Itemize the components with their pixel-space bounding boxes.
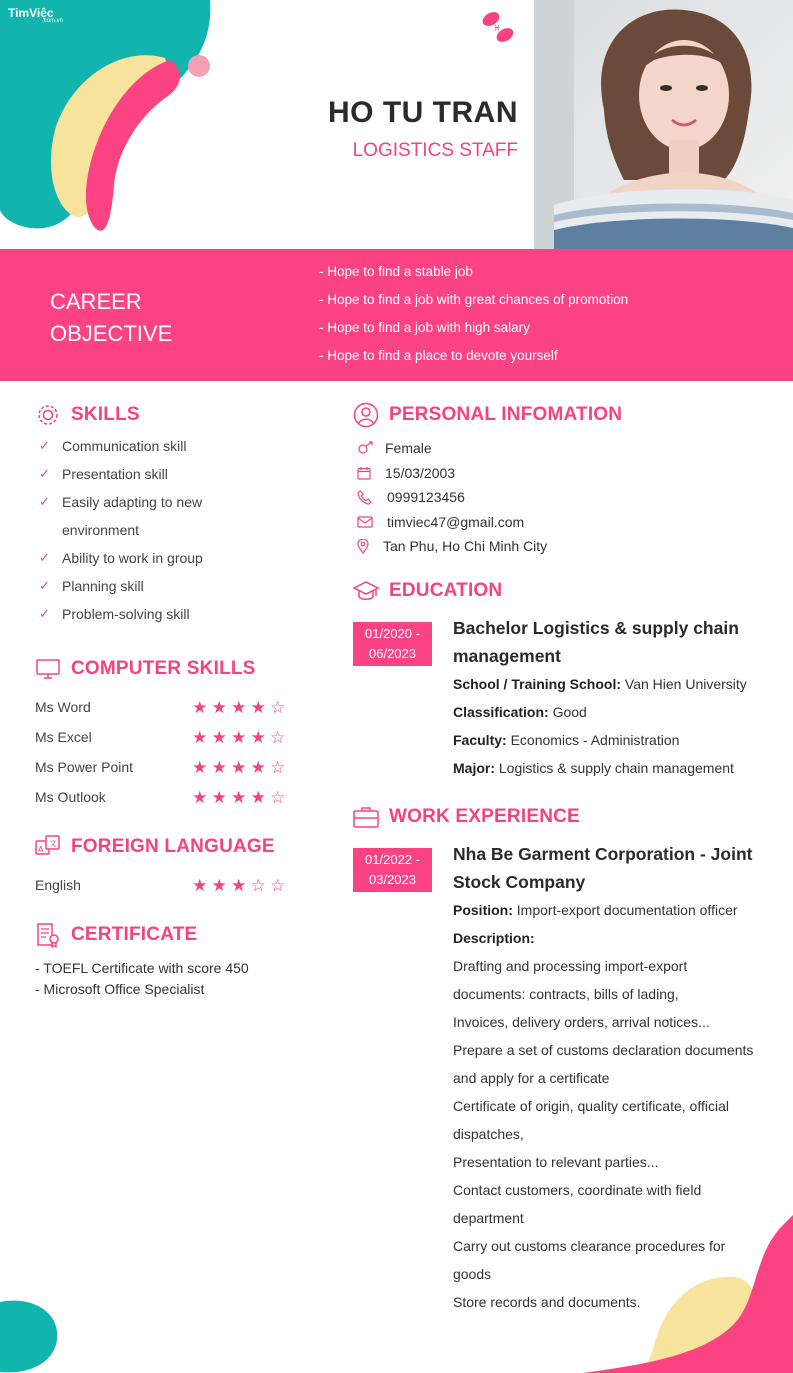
- star-empty-icon: ☆: [270, 757, 286, 777]
- certificate-item: - Microsoft Office Specialist: [35, 981, 205, 997]
- skill-item: ✓ Communication skill: [38, 432, 203, 460]
- rating-row: Ms Word ★ ★ ★ ★ ☆: [35, 692, 288, 722]
- star-filled-icon: ★: [231, 697, 247, 717]
- objective-item: - Hope to find a job with high salary: [319, 320, 530, 335]
- star-empty-icon: ☆: [270, 727, 286, 747]
- education-heading: EDUCATION: [353, 578, 502, 604]
- career-objective-title: CAREER OBJECTIVE: [50, 289, 173, 346]
- foreign-language-table: [35, 870, 288, 900]
- svg-text:A: A: [38, 845, 44, 854]
- star-filled-icon: ★: [192, 697, 208, 717]
- star-filled-icon: ★: [250, 727, 266, 747]
- skill-item: ✓ Planning skill: [38, 572, 203, 600]
- check-icon: ✓: [39, 578, 50, 593]
- skill-item: ✓ Ability to work in group: [38, 544, 203, 572]
- skills-list: [38, 432, 203, 628]
- description-line: Contact customers, coordinate with field: [453, 1182, 702, 1198]
- skill-item: ✓ Problem-solving skill: [38, 600, 203, 628]
- star-empty-icon: ☆: [270, 787, 286, 807]
- rating-row: Ms Excel ★ ★ ★ ★ ☆: [35, 722, 288, 752]
- description-line: Prepare a set of customs declaration documents: [453, 1042, 754, 1058]
- star-filled-icon: ★: [250, 757, 266, 777]
- star-filled-icon: ★: [211, 697, 227, 717]
- description-line: dispatches,: [453, 1126, 524, 1142]
- description-line: and apply for a certificate: [453, 1070, 610, 1086]
- work-experience-heading: WORK EXPERIENCE: [353, 804, 580, 830]
- check-icon: ✓: [39, 550, 50, 565]
- star-filled-icon: ★: [211, 757, 227, 777]
- computer-skills-heading: COMPUTER SKILLS: [35, 656, 256, 682]
- skill-item: ✓ Easily adapting to new: [38, 488, 203, 516]
- profile-photo: [534, 0, 793, 249]
- description-line: documents: contracts, bills of lading,: [453, 986, 679, 1002]
- personal-dob: 15/03/2003: [355, 461, 547, 486]
- work-date-badge: 01/2022 - 03/2023: [353, 848, 432, 892]
- star-filled-icon: ★: [192, 875, 208, 895]
- education-faculty: Faculty: Economics - Administration: [453, 732, 680, 748]
- description-line: department: [453, 1210, 524, 1226]
- certificate-item: - TOEFL Certificate with score 450: [35, 960, 249, 976]
- decorative-blob-bottom-left: [0, 1300, 60, 1373]
- star-rating: [190, 877, 288, 894]
- rating-row: English ★ ★ ★ ☆ ☆: [35, 870, 288, 900]
- user-icon: [353, 402, 379, 428]
- star-filled-icon: ★: [231, 727, 247, 747]
- work-position: Position: Import-export documentation officer: [453, 902, 738, 918]
- description-line: Carry out customs clearance procedures for: [453, 1238, 726, 1254]
- description-line: Presentation to relevant parties...: [453, 1154, 659, 1170]
- check-icon: ✓: [39, 606, 50, 621]
- gender-icon: [357, 441, 381, 455]
- star-filled-icon: ★: [192, 727, 208, 747]
- location-pin-icon: [357, 539, 381, 554]
- skills-heading: SKILLS: [35, 402, 140, 428]
- rating-row: Ms Power Point ★ ★ ★ ★ ☆: [35, 752, 288, 782]
- svg-text:♓: ♓: [493, 24, 502, 34]
- objective-item: - Hope to find a place to devote yourself: [319, 348, 558, 363]
- star-empty-icon: ☆: [270, 875, 286, 895]
- timviec-logo: TimViệc .com.vn: [8, 6, 64, 24]
- work-description-label: Description:: [453, 930, 535, 946]
- personal-gender: Female: [355, 436, 547, 461]
- translate-icon: [35, 834, 61, 860]
- certificate-icon: [35, 922, 61, 948]
- monitor-icon: [35, 656, 61, 682]
- description-line: goods: [453, 1266, 492, 1282]
- pisces-zodiac-icon: [478, 8, 518, 46]
- candidate-role: LOGISTICS STAFF: [352, 140, 518, 161]
- decorative-blob-top-left: [0, 0, 215, 235]
- certificate-list: [35, 958, 249, 1000]
- personal-info-heading: PERSONAL INFOMATION: [353, 402, 622, 428]
- description-line: Drafting and processing import-export: [453, 958, 688, 974]
- foreign-language-heading: 文 A FOREIGN LANGUAGE: [35, 834, 275, 860]
- objective-item: - Hope to find a stable job: [319, 264, 473, 279]
- check-icon: ✓: [39, 466, 50, 481]
- description-line: Certificate of origin, quality certificate, official: [453, 1098, 729, 1114]
- star-filled-icon: ★: [192, 787, 208, 807]
- certificate-heading: CERTIFICATE: [35, 922, 197, 948]
- star-filled-icon: ★: [231, 875, 247, 895]
- description-line: Store records and documents.: [453, 1294, 641, 1310]
- phone-icon: [357, 490, 381, 505]
- personal-info-list: [355, 436, 547, 559]
- star-filled-icon: ★: [250, 697, 266, 717]
- mail-icon: [357, 516, 381, 528]
- personal-address: Tan Phu, Ho Chi Minh City: [355, 534, 547, 559]
- star-empty-icon: ☆: [250, 875, 266, 895]
- skill-item-continued: environment: [62, 522, 140, 538]
- star-filled-icon: ★: [231, 787, 247, 807]
- star-filled-icon: ★: [211, 787, 227, 807]
- star-empty-icon: ☆: [270, 697, 286, 717]
- education-entry: [453, 614, 763, 782]
- education-school: School / Training School: Van Hien University: [453, 676, 747, 692]
- education-classification: Classification: Good: [453, 704, 587, 720]
- calendar-icon: [357, 466, 381, 480]
- candidate-name: HO TU TRAN: [328, 96, 518, 129]
- svg-text:文: 文: [49, 839, 57, 848]
- star-rating: [190, 699, 288, 716]
- description-line: Invoices, delivery orders, arrival notices...: [453, 1014, 710, 1030]
- objective-item: - Hope to find a job with great chances of promotion: [319, 292, 629, 307]
- check-icon: ✓: [39, 494, 50, 509]
- briefcase-icon: [353, 804, 379, 830]
- star-rating: [190, 729, 288, 746]
- gear-icon: [35, 402, 61, 428]
- computer-skills-table: [35, 692, 288, 812]
- check-icon: ✓: [39, 438, 50, 453]
- star-filled-icon: ★: [211, 875, 227, 895]
- star-rating: [190, 789, 288, 806]
- star-filled-icon: ★: [211, 727, 227, 747]
- star-filled-icon: ★: [231, 757, 247, 777]
- career-objective-list: [319, 258, 628, 370]
- star-filled-icon: ★: [250, 787, 266, 807]
- company-name: Nha Be Garment Corporation - Joint Stock Company: [453, 844, 753, 892]
- graduation-cap-icon: [353, 578, 379, 604]
- star-rating: [190, 759, 288, 776]
- education-date-badge: 01/2020 - 06/2023: [353, 622, 432, 666]
- personal-email: timviec47@gmail.com: [355, 510, 547, 535]
- star-filled-icon: ★: [192, 757, 208, 777]
- decorative-blob-bottom-right: [583, 1215, 793, 1373]
- skill-item: ✓ Presentation skill: [38, 460, 203, 488]
- personal-phone: 0999123456: [355, 485, 547, 510]
- education-major: Major: Logistics & supply chain management: [453, 760, 734, 776]
- degree-title: Bachelor Logistics & supply chain management: [453, 618, 739, 666]
- rating-row: Ms Outlook ★ ★ ★ ★ ☆: [35, 782, 288, 812]
